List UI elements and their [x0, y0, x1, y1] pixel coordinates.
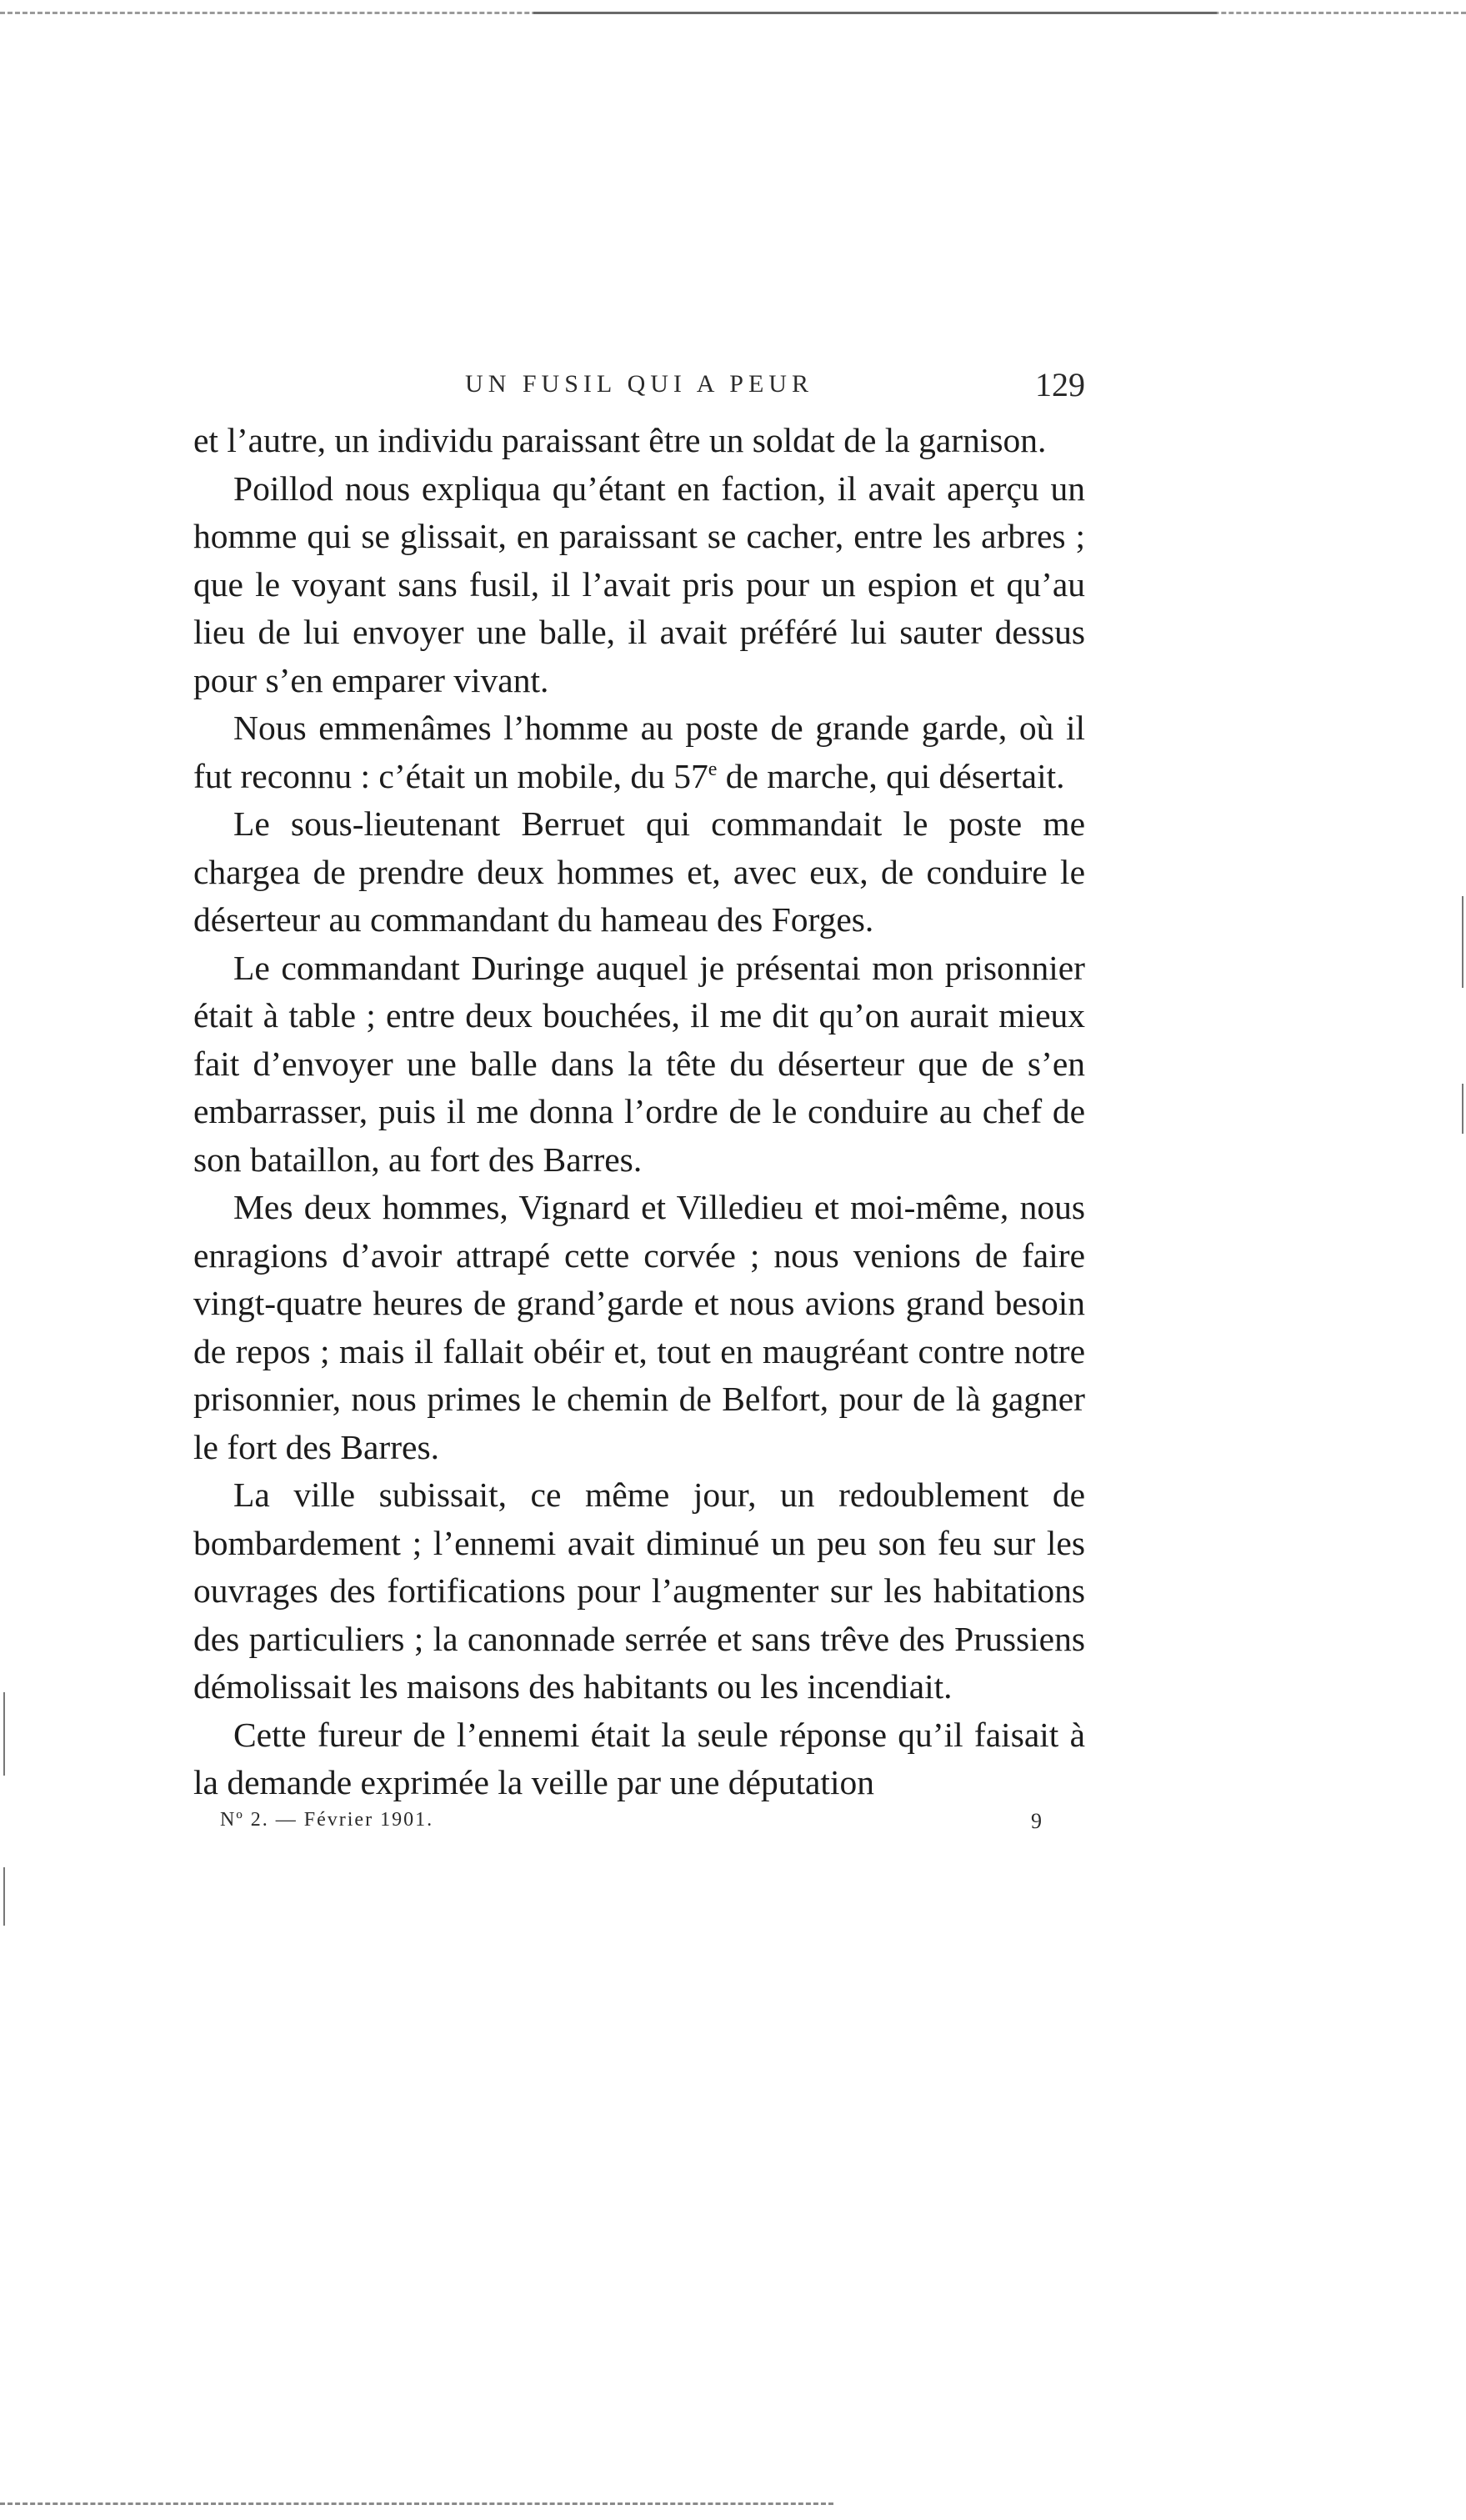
paragraph	[193, 704, 1085, 800]
signature-mark: Nº 2. — Février 1901.	[220, 1808, 434, 1831]
running-head	[193, 358, 1085, 417]
running-title: UN FUSIL QUI A PEUR	[465, 370, 813, 398]
scan-margin-mark	[1462, 1084, 1463, 1134]
scan-edge-top-rule	[533, 12, 1217, 14]
scan-margin-mark	[3, 1692, 5, 1776]
paragraph: Le commandant Duringe auquel je présentai mon prisonnier était à table ; entre deux bouchées, il me dit qu’on aurait mieux fait d’envoyer une balle dans la tête du déserteur que de s’en embarrasser, puis il me donna l’ordre de le conduire au chef de son bataillon, au fort des Barres.	[193, 948, 1085, 1179]
paragraph: Cette fureur de l’ennemi était la seule réponse qu’il faisait à la demande exprimée la veille par une députation	[193, 1715, 1085, 1801]
paragraph: et l’autre, un individu paraissant être un soldat de la garnison.	[193, 421, 1047, 459]
scan-edge-bottom	[0, 2502, 833, 2505]
paragraph: Le sous-lieutenant Berruet qui commandait le poste me chargea de prendre deux hommes et, avec eux, de conduire le déserteur au commandant du hameau des Forges.	[193, 804, 1085, 939]
body-text	[193, 417, 1085, 1807]
page-number: 129	[1035, 366, 1085, 403]
paragraph: Poillod nous expliqua qu’étant en faction, il avait aperçu un homme qui se glissait, en paraissant se cacher, entre les arbres ; que le voyant sans fusil, il l’avait pris pour un espion et qu’au lieu de lui envoyer une balle, il avait préféré lui sauter dessus pour s’en emparer vivant.	[193, 468, 1085, 699]
ordinal-superscript: e	[708, 758, 718, 780]
scan-margin-mark	[1462, 896, 1463, 988]
paragraph: La ville subissait, ce même jour, un redoublement de bombardement ; l’ennemi avait diminué un peu son feu sur les ouvrages des fortifications pour l’augmenter sur les habitations des particuliers ; la canonnade serrée et sans trêve des Prussiens démolissait les maisons des habitants ou les incendiait.	[193, 1475, 1085, 1706]
paragraph-text: Nous emmenâmes l’homme au poste de grande garde, où il fut reconnu : c’était un mobile, du 57	[193, 709, 1085, 795]
sheet-number: 9	[1031, 1808, 1042, 1833]
paragraph: Mes deux hommes, Vignard et Villedieu et moi-même, nous enragions d’avoir attrapé cette corvée ; nous venions de faire vingt-quatre heures de grand’garde et nous avions grand besoin de repos ; mais il fallait obéir et, tout en maugréant contre notre prisonnier, nous primes le chemin de Belfort, pour de là gagner le fort des Barres.	[193, 1188, 1085, 1466]
book-page	[193, 358, 1085, 1847]
scan-margin-mark	[3, 1867, 5, 1926]
page-footer	[193, 1809, 1085, 1847]
paragraph-text: de marche, qui désertait.	[717, 756, 1065, 795]
